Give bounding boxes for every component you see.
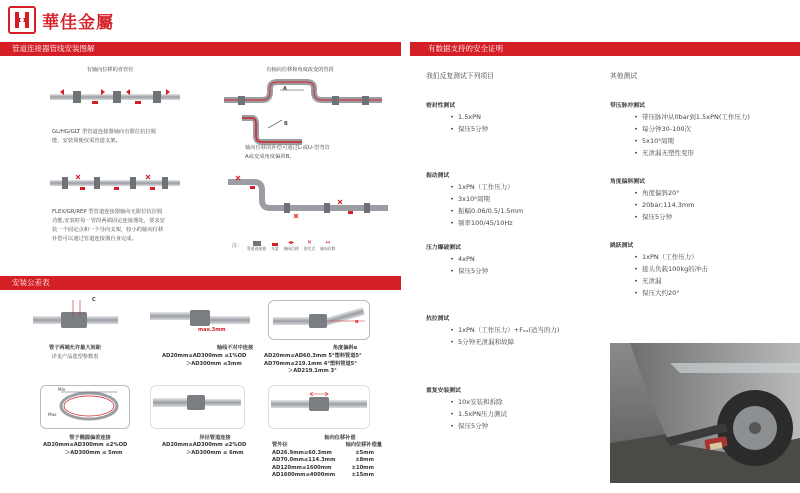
axial-table-header: 管外径 轴向位移补偿量 <box>272 442 382 448</box>
list-item: • 5分钟无泄漏和故障 <box>450 336 606 348</box>
list-item: • 保压5分钟 <box>450 123 596 135</box>
table-row: AD70.0mm≤114.3mm ±8mm <box>272 457 374 463</box>
list-item: • 保压大约20° <box>634 287 795 299</box>
test-title: 角度偏斜测试 <box>610 179 645 185</box>
tol-caption: 管子椭圆偏差连接 <box>69 435 111 441</box>
fixed-point-icon: ✕ <box>306 239 312 246</box>
list-item: • 每分钟30-100次 <box>634 123 795 135</box>
diagram-2-caption: 有轴向位移和角度改变的管段 <box>266 67 334 73</box>
legend <box>232 240 392 251</box>
legend-item: ↔ 轴向位移 <box>320 239 336 251</box>
desc-2-line: 装一个固定点和一个导向支架，较小的轴向位移 <box>52 227 164 233</box>
label-b: B <box>284 121 288 127</box>
test-tensile <box>426 313 606 348</box>
list-item: • 无泄漏 <box>634 275 795 287</box>
table-row: AD26.9mm≤60.3mm ±5mm <box>272 449 374 456</box>
list-item: • 无泄漏无塑性变形 <box>634 147 795 159</box>
list-item: • 5x10⁵周期 <box>634 135 795 147</box>
desc-1-line: GL/HG/GLT 型管道连接器轴向有限位抗拉脱 <box>52 129 157 135</box>
left-section-bar: 管道连接器管线安装图解 <box>0 42 401 56</box>
test-title: 密封性测试 <box>426 103 455 109</box>
test-title: 压力爆破测试 <box>426 245 461 251</box>
tol-caption: 轴向位移补偿 <box>324 435 356 441</box>
test-reinstall <box>426 385 596 432</box>
diagram-2-note <box>245 144 385 162</box>
list-item: • 1xPN（工作压力） <box>634 251 795 263</box>
tol-lines: AD20mm≤AD300mm ≤1%OD ＞AD300mm ≤3mm <box>162 353 247 367</box>
desc-1-line: 能，安装简便仅需管道支架。 <box>52 138 121 144</box>
list-item: • 接头负载100kg的冲击 <box>634 263 795 275</box>
desc-2-line: 功能,安装时每一管段两端固定连接器处，要求安 <box>52 218 165 224</box>
axial-arrow-icon: ◂▸ <box>288 239 295 246</box>
oval-pipe-icon <box>41 386 129 428</box>
brand-logo <box>8 6 36 34</box>
test-vibration <box>426 170 596 229</box>
list-item: • 4xPN <box>450 253 596 265</box>
tol-caption: 轴线不对中连接 <box>216 345 254 351</box>
test-title: 抗拉测试 <box>426 316 450 322</box>
list-item: • 保压5分钟 <box>450 265 596 277</box>
oval-max: Max <box>48 412 57 417</box>
legend-item: 支架 <box>271 241 279 251</box>
desc-2-line: 补偿可以通过管道连接器自身完成。 <box>52 236 137 242</box>
test-title: 振动测试 <box>426 173 450 179</box>
vehicle-test-photo-icon <box>610 343 800 483</box>
angle-mark: α <box>355 319 359 325</box>
col1-title: 我们反复测试下列项目 <box>426 72 494 80</box>
straight-pipe-diagram-icon <box>50 80 180 122</box>
test-title: 跳跃测试 <box>610 243 634 249</box>
fixed-point-pipe-diagram-icon <box>50 170 180 206</box>
test-title: 带压脉冲测试 <box>610 103 645 109</box>
list-item: • 频率100/45/10Hz <box>450 217 596 229</box>
tol-caption: 异径管道连接 <box>199 435 231 441</box>
brand-name: 華佳金屬 <box>42 13 114 33</box>
diagram-2-note-line: A或变成角度偏斜B。 <box>245 154 295 160</box>
test-jump <box>610 240 795 299</box>
test-angle <box>610 176 795 223</box>
test-sealing <box>426 100 596 135</box>
tol-panel-gap <box>33 296 118 336</box>
gap-mark: C <box>92 297 96 303</box>
legend-item: ◂▸ 轴向位移 <box>283 239 299 251</box>
desc-2-line: FLEX/GR/REP 型管道连接器轴向无限位抗拉脱 <box>52 209 163 215</box>
tol-lines: AD20mm≤AD300mm ≤2%OD ＞AD300mm ≤ 5mm <box>43 442 128 456</box>
axial-table <box>272 442 382 480</box>
right-section-bar: 有数据支持的安全证明 <box>410 42 800 56</box>
gap-pipe-icon <box>33 296 118 336</box>
legend-item: 管道连接器 <box>247 241 266 251</box>
desc-1 <box>52 128 202 146</box>
tol-line: 详见产品选型参数表 <box>51 354 99 360</box>
table-row: AD120mm≤1600mm ±10mm <box>272 464 374 471</box>
bent-pipe-diagram-icon <box>222 78 387 150</box>
list-item: • 带压脉冲从0bar到1.5xPN(工作压力) <box>634 111 795 123</box>
tol-caption: 角度偏斜α <box>332 345 358 351</box>
test-title: 重复安装测试 <box>426 388 461 394</box>
tol-panel-oval <box>40 385 130 429</box>
reducer-pipe-icon <box>151 386 244 428</box>
list-item: • 10x安装和拆除 <box>450 396 596 408</box>
desc-2 <box>52 208 212 244</box>
col2-title: 其他测试 <box>610 72 638 80</box>
legend-item: ✕ 固定点 <box>303 239 316 251</box>
label-a: A <box>283 86 287 92</box>
tol-panel-reducer <box>150 385 245 429</box>
list-item: • 1xPN（工作压力） <box>450 181 596 193</box>
oval-min: Min <box>58 387 66 392</box>
list-item: • 角度偏斜20° <box>634 187 795 199</box>
list-item: • 3x10⁶周期 <box>450 193 596 205</box>
install-tolerance-bar: 安装公差表 <box>0 276 401 290</box>
list-item: • 1xPN（工作压力）+Fₐₓ(适当的力) <box>450 324 606 336</box>
test-pulse <box>610 100 795 159</box>
list-item: • 振幅0.06/0.5/1.5mm <box>450 205 596 217</box>
tol-panel-axial <box>268 385 370 429</box>
angle-pipe-icon <box>269 301 369 339</box>
list-item: • 1.5xPN <box>450 111 596 123</box>
diagram-1-caption: 有轴向位移的直管径 <box>86 67 134 73</box>
displacement-icon: ↔ <box>325 239 331 246</box>
tol-lines: AD20mm≤AD300mm ≤2%OD ＞AD300mm ≤ 6mm <box>162 442 247 456</box>
list-item: • 保压5分钟 <box>450 420 596 432</box>
tol-caption: 管子两端允许最大间距 <box>49 345 101 351</box>
list-item: • 20bar;114.3mm <box>634 199 795 211</box>
axial-pipe-icon <box>269 386 369 428</box>
logo-mark-icon <box>11 9 33 31</box>
test-burst <box>426 242 596 277</box>
list-item: • 保压5分钟 <box>634 211 795 223</box>
misalign-mark: max.3mm <box>198 327 226 333</box>
diagram-2-note-line: 轴向位移的补偿可通过L-或U-型弯管 <box>245 145 330 151</box>
table-row: AD1600mm≤4000mm ±15mm <box>272 472 374 478</box>
legend-prefix: 注： <box>232 242 243 249</box>
list-item: • 1.5xPN压力测试 <box>450 408 596 420</box>
tol-lines: AD20mm≤AD60.3mm 5°塑料管道5° AD70mm≤219.1mm 4°塑料管道5° ＞AD219.1mm 3° <box>264 353 362 374</box>
elbow-pipe-diagram-icon <box>228 170 388 232</box>
